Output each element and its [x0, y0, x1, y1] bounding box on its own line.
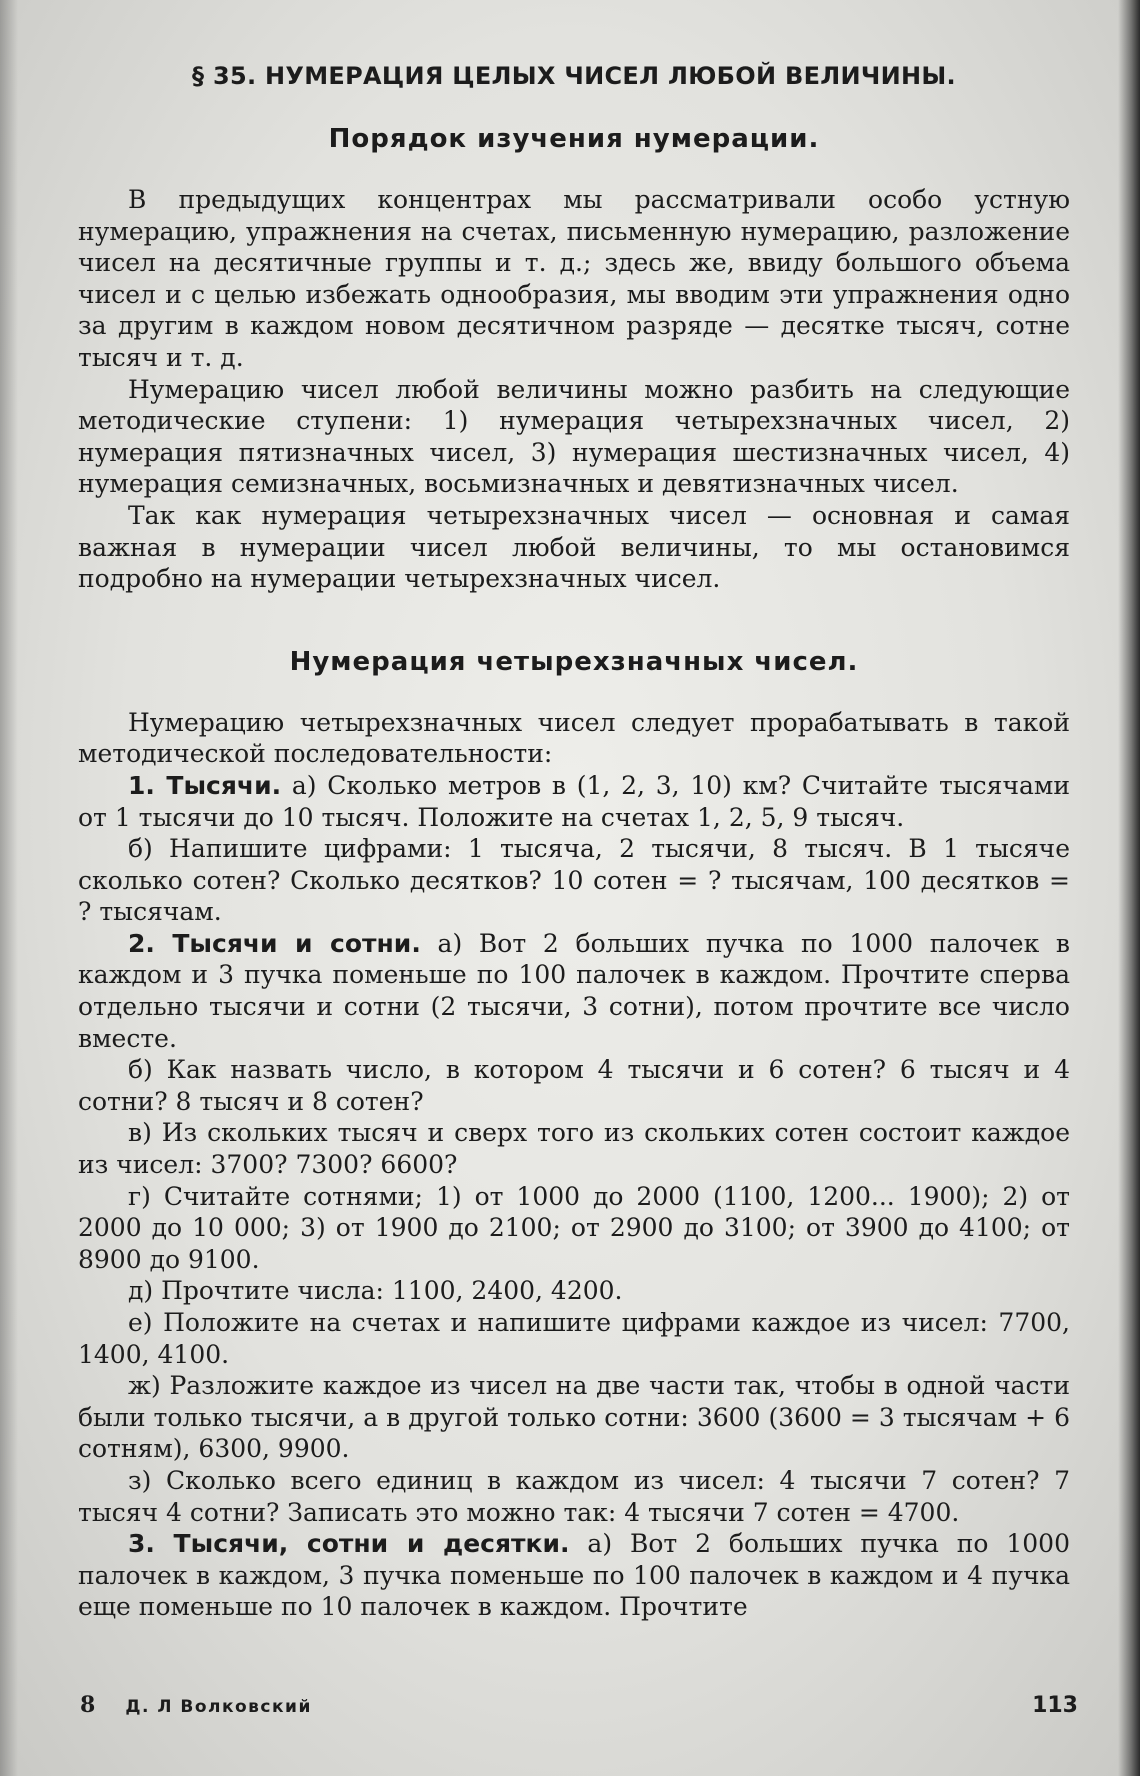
exercise-2zh: ж) Разложите каждое из чисел на две части так, чтобы в одной части были только тысячи, а в другой только сотни: 3600 (3600 = 3 тысячам + 6 сотням), 6300, 9900.: [78, 1371, 1070, 1464]
subheading-order: Порядок изучения нумерации.: [328, 124, 820, 154]
exercise-text: а) Сколько метров в (1, 2, 3, 10) км? Считайте тысячами от 1 тысячи до 10 тысяч. Положите на счетах 1, 2, 5, 9 тысяч.: [78, 770, 1070, 832]
exercise-2z: з) Сколько всего единиц в каждом из чисел: 4 тысячи 7 сотен? 7 тысяч 4 сотни? Записать это можно так: 4 тысячи 7 сотен = 4700.: [78, 1465, 1070, 1527]
exercise-2v: в) Из скольких тысяч и сверх того из скольких сотен состоит каждое из чисел: 3700? 7300? 6600?: [78, 1118, 1070, 1180]
page-shadow-left: [0, 0, 18, 1776]
paragraph: Так как нумерация четырехзначных чисел — основная и самая важная в нумерации чисел любой величины, то мы остановимся подробно на нумерации четырехзначных чисел.: [78, 500, 1070, 594]
exercise-2d: д) Прочтите числа: 1100, 2400, 4200.: [128, 1276, 623, 1306]
page-shadow-right: [1118, 0, 1140, 1776]
paragraph: В предыдущих концентрах мы рассматривали особо устную нумерацию, упражнения на счетах, письменную нумерацию, разложение чисел на десятичные группы и т. д.; здесь же, ввиду большого объема чисел и с целью избежать однообразия, мы вводим эти упражнения одно за другим в каждом новом десятичном разряде — десятке тысяч, сотне тысяч и т. д.: [78, 185, 1070, 372]
page-footer: [80, 1692, 1078, 1718]
page-number: 113: [1032, 1693, 1078, 1718]
paragraph: Нумерацию чисел любой величины можно разбить на следующие методические ступени: 1) нумерация четырехзначных чисел, 2) нумерация пятизначных чисел, 3) нумерация шестизначных чисел, 4) нумерация семизначных, восьмизначных и девятизначных чисел.: [78, 374, 1070, 499]
exercise-2e: е) Положите на счетах и напишите цифрами каждое из чисел: 7700, 1400, 4100.: [78, 1308, 1070, 1369]
exercise-2b: б) Как назвать число, в котором 4 тысячи и 6 сотен? 6 тысяч и 4 сотни? 8 тысяч и 8 сотен?: [78, 1055, 1070, 1116]
exercise-text: а) Вот 2 больших пучка по 1000 палочек в каждом и 3 пучка поменьше по 100 палочек в каждом. Прочтите сперва отдельно тысячи и сотни (2 тысячи, 3 сотни), потом прочтите все число вместе.: [78, 928, 1070, 1053]
exercise-text: а) Вот 2 больших пучка по 1000 палочек в каждом, 3 пучка поменьше по 100 палочек в каждом и 4 пучка еще поменьше по 10 палочек в каждом. Прочтите: [78, 1529, 1070, 1622]
signature-mark: 8: [80, 1692, 96, 1718]
exercise-3a: [78, 1528, 1070, 1623]
exercise-lead: 1. Тысячи.: [128, 770, 282, 800]
exercise-2a: [78, 928, 1070, 1054]
exercise-lead: 2. Тысячи и сотни.: [128, 928, 421, 958]
paragraph: Нумерацию четырехзначных чисел следует прорабатывать в такой методической последовательности:: [78, 707, 1070, 769]
section-title: § 35. НУМЕРАЦИЯ ЦЕЛЫХ ЧИСЕЛ ЛЮБОЙ ВЕЛИЧИНЫ.: [192, 62, 956, 90]
exercise-2g: г) Считайте сотнями; 1) от 1000 до 2000 (1100, 1200... 1900); 2) от 2000 до 10 000; 3) от 1900 до 2100; от 2900 до 3100; от 3900 до 4100; от 8900 до 9100.: [78, 1181, 1070, 1274]
exercise-1b: б) Напишите цифрами: 1 тысяча, 2 тысячи, 8 тысяч. В 1 тысяче сколько сотен? Сколько десятков? 10 сотен = ? тысячам, 100 десятков = ? тысячам.: [78, 834, 1070, 927]
author-name: Д. Л Волковский: [125, 1697, 312, 1717]
exercise-lead: 3. Тысячи, сотни и десятки.: [128, 1529, 570, 1559]
subheading-four-digit: Нумерация четырехзначных чисел.: [289, 646, 859, 677]
exercise-1a: [78, 770, 1070, 833]
